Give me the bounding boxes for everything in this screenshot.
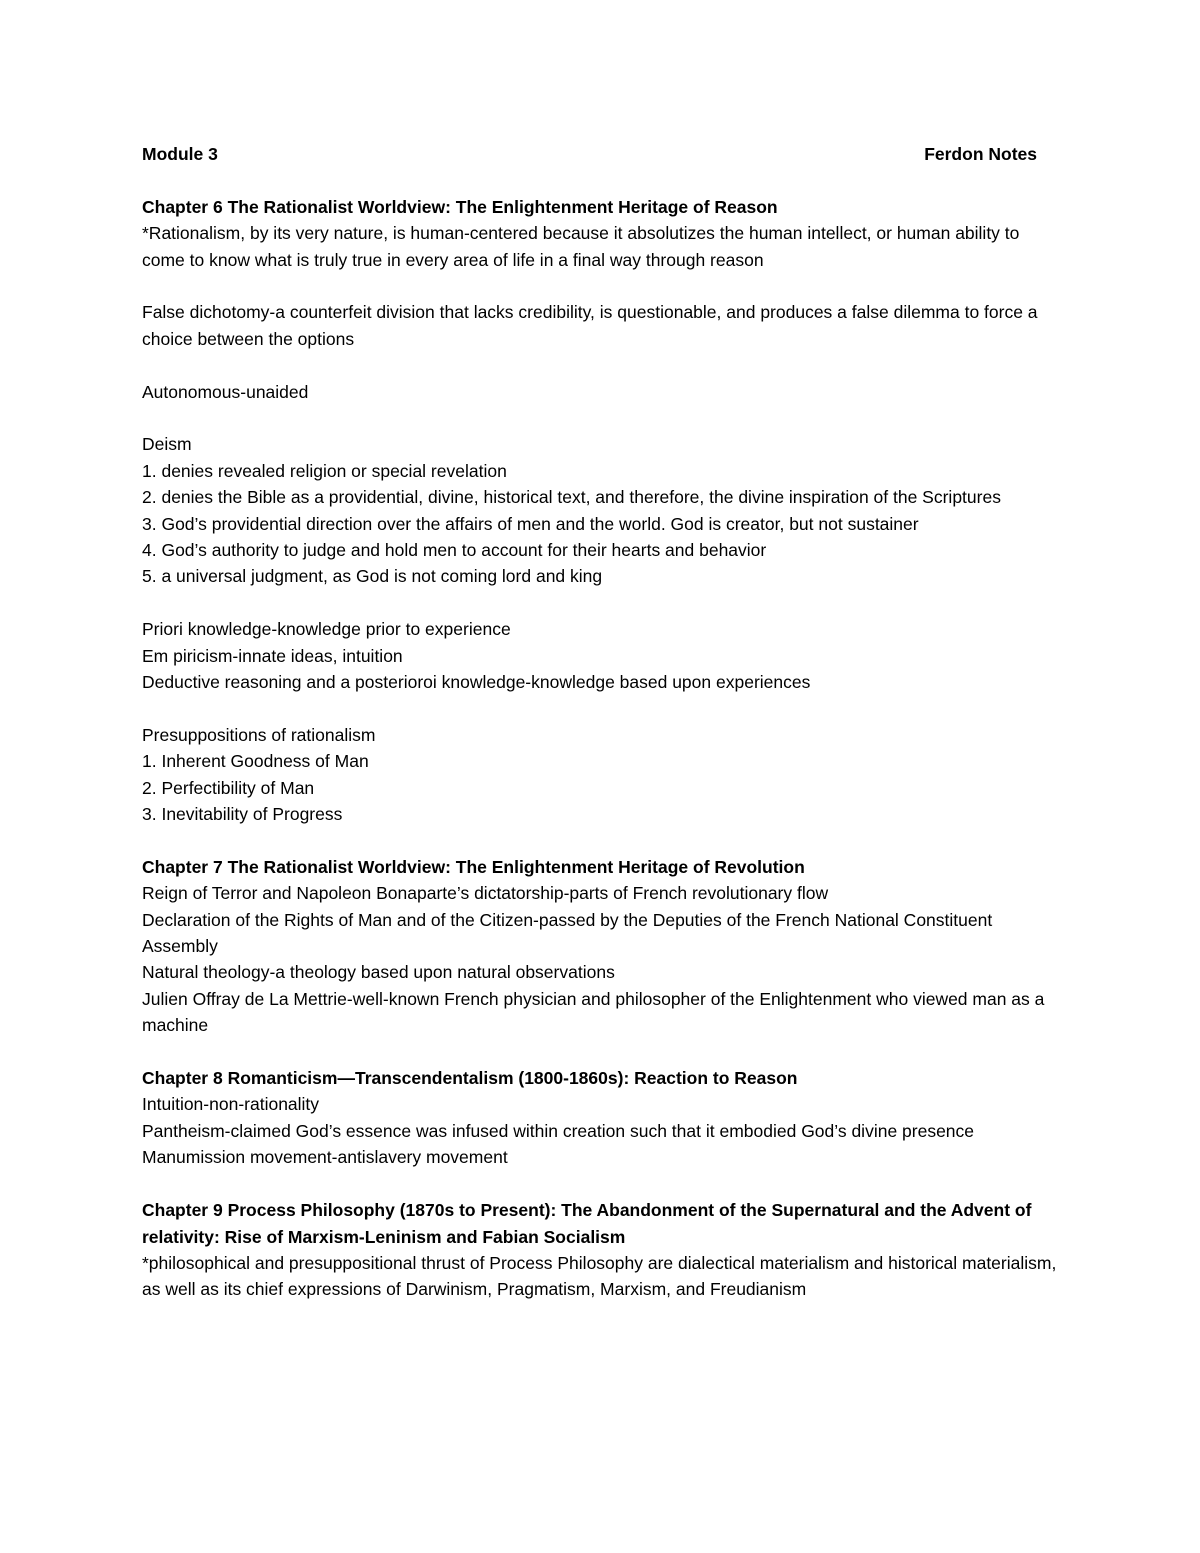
spacer	[142, 1039, 1062, 1065]
document-page	[142, 141, 1062, 1303]
chapter-8-title: Chapter 8 Romanticism—Transcendentalism (1800-1860s): Reaction to Reason	[142, 1068, 798, 1089]
knowledge-note: Em piricism-innate ideas, intuition	[142, 645, 403, 666]
spacer	[142, 827, 1062, 853]
chapter-8-note: Manumission movement-antislavery movement	[142, 1147, 508, 1168]
rationalism-note: *Rationalism, by its very nature, is human-centered because it absolutizes the human intellect, or human ability to come to know what is truly true in every area of life in a final way through reason	[142, 223, 1020, 270]
chapter-8-note: Pantheism-claimed God’s essence was infused within creation such that it embodied God’s divine presence	[142, 1120, 975, 1141]
notes-author-label: Ferdon Notes	[924, 144, 1037, 164]
presuppositions-heading: Presuppositions of rationalism	[142, 724, 376, 745]
presupposition-item: 3. Inevitability of Progress	[142, 804, 343, 825]
chapter-7-note: Reign of Terror and Napoleon Bonaparte’s dictatorship-parts of French revolutionary flow	[142, 883, 829, 904]
deism-item: 5. a universal judgment, as God is not coming lord and king	[142, 566, 603, 587]
deism-item: 2. denies the Bible as a providential, divine, historical text, and therefore, the divine inspiration of the Scriptures	[142, 487, 1001, 508]
deism-item: 4. God’s authority to judge and hold men to account for their hearts and behavior	[142, 540, 767, 561]
deism-item: 3. God’s providential direction over the affairs of men and the world. God is creator, but not sustainer	[142, 513, 919, 534]
spacer	[142, 167, 1062, 193]
knowledge-note: Priori knowledge-knowledge prior to experience	[142, 619, 511, 640]
chapter-7-note: Declaration of the Rights of Man and of the Citizen-passed by the Deputies of the French National Constituent Assembly	[142, 909, 993, 957]
chapter-9-title: Chapter 9 Process Philosophy (1870s to Present): The Abandonment of the Supernatural and the Advent of relativity: Rise of Marxism-Leninism and Fabian Socialism	[142, 1200, 1032, 1247]
spacer	[142, 590, 1062, 616]
chapter-7-note: Natural theology-a theology based upon natural observations	[142, 962, 615, 983]
deism-heading: Deism	[142, 434, 192, 455]
chapter-6-title: Chapter 6 The Rationalist Worldview: The Enlightenment Heritage of Reason	[142, 196, 778, 217]
deism-item: 1. denies revealed religion or special revelation	[142, 460, 507, 481]
chapter-9-note: *philosophical and presuppositional thrust of Process Philosophy are dialectical materialism and historical materialism, as well as its chief expressions of Darwinism, Pragmatism, Marxism, and Freudianism	[142, 1252, 1057, 1300]
spacer	[142, 405, 1062, 431]
false-dichotomy-note: False dichotomy-a counterfeit division that lacks credibility, is questionable, and produces a false dilemma to force a choice between the options	[142, 302, 1038, 349]
spacer	[142, 1171, 1062, 1197]
presupposition-item: 1. Inherent Goodness of Man	[142, 751, 369, 772]
spacer	[142, 695, 1062, 721]
knowledge-note: Deductive reasoning and a posterioroi knowledge-knowledge based upon experiences	[142, 672, 811, 693]
module-label: Module 3	[142, 144, 218, 164]
chapter-7-title: Chapter 7 The Rationalist Worldview: The Enlightenment Heritage of Revolution	[142, 856, 805, 877]
page-header	[142, 141, 1037, 167]
spacer	[142, 273, 1062, 299]
chapter-8-note: Intuition-non-rationality	[142, 1094, 320, 1115]
spacer	[142, 352, 1062, 378]
autonomous-note: Autonomous-unaided	[142, 381, 309, 402]
presupposition-item: 2. Perfectibility of Man	[142, 777, 315, 798]
chapter-7-note: Julien Offray de La Mettrie-well-known French physician and philosopher of the Enlightenment who viewed man as a machine	[142, 988, 1045, 1036]
